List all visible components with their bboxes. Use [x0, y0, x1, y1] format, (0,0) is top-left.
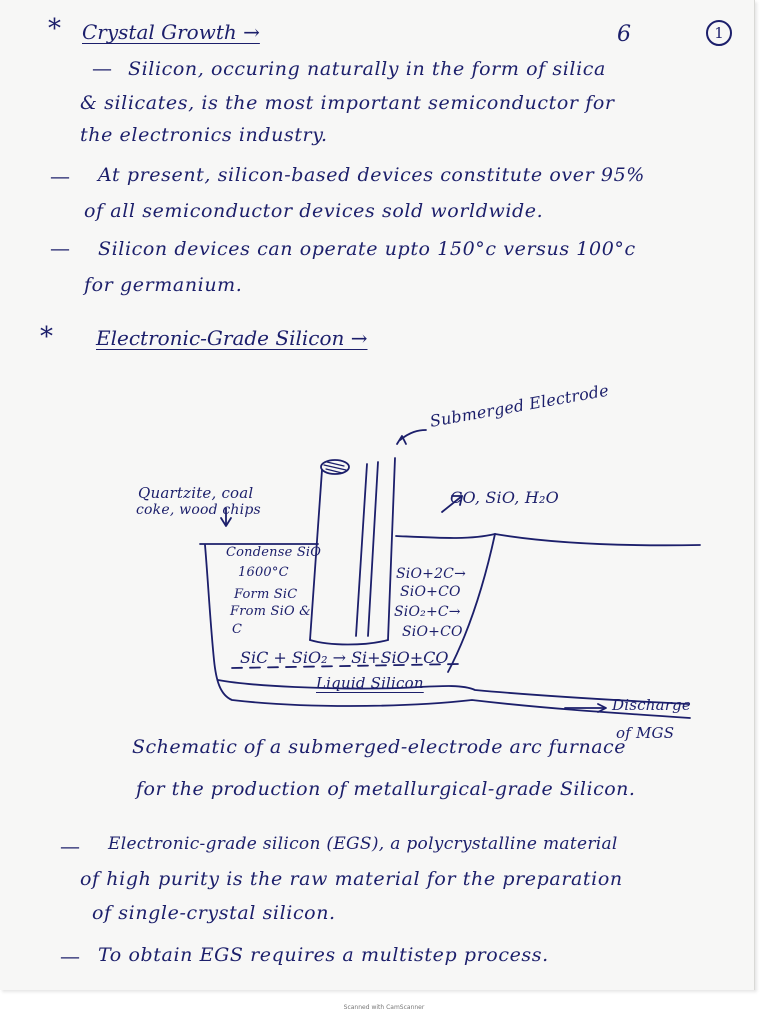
text-line: of high purity is the raw material for the preparation [80, 868, 623, 890]
text-line: At present, silicon-based devices constitute over 95% [98, 164, 645, 186]
text-line: of all semiconductor devices sold worldwide. [84, 200, 544, 222]
feed-label: Quartzite, coal [138, 484, 254, 502]
text-line: the electronics industry. [80, 124, 328, 146]
text-line: & silicates, is the most important semiconductor for [80, 92, 615, 114]
scanner-watermark: Scanned with CamScanner [343, 1004, 425, 1011]
text-line: for germanium. [84, 274, 243, 296]
bullet-dash: — [92, 56, 112, 80]
circled-number: 1 [706, 20, 732, 46]
zone-label: C [232, 622, 243, 637]
zone-label: Condense SiO [226, 545, 322, 560]
text-line: of single-crystal silicon. [92, 902, 336, 924]
text-line: Silicon, occuring naturally in the form of silica [128, 58, 606, 80]
discharge-label: Discharge [612, 696, 691, 714]
temperature-label: 1600°C [238, 565, 289, 580]
diagram-caption: Schematic of a submerged-electrode arc furnace [132, 736, 626, 758]
section-heading-electronic-grade-silicon: Electronic-Grade Silicon → [96, 326, 368, 350]
section-heading-crystal-growth: Crystal Growth → [82, 20, 260, 44]
section-bullet: * [40, 322, 53, 352]
diagram-caption: for the production of metallurgical-grade Silicon. [136, 778, 636, 800]
discharge-label: of MGS [616, 724, 675, 742]
electrode-label: Submerged Electrode [428, 380, 611, 431]
reaction-label: SiO+CO [400, 584, 461, 600]
zone-label: Form SiC [234, 587, 298, 602]
bullet-dash: — [50, 164, 70, 188]
liquid-silicon-label: Liquid Silicon [316, 674, 424, 692]
bullet-dash: — [50, 236, 70, 260]
text-line: To obtain EGS requires a multistep process. [98, 944, 549, 966]
bullet-dash: — [60, 834, 80, 858]
text-line: Electronic-grade silicon (EGS), a polycrystalline material [108, 834, 618, 854]
section-bullet: * [48, 14, 61, 44]
gas-output-label: CO, SiO, H₂O [450, 488, 559, 507]
zone-label: From SiO & [230, 604, 311, 619]
page-number: 6 [617, 22, 631, 47]
feed-label: coke, wood chips [136, 502, 261, 518]
reaction-label: SiO+2C→ [396, 566, 467, 582]
main-reaction: SiC + SiO₂ → Si+SiO+CO [240, 648, 449, 667]
reaction-label: SiO₂+C→ [394, 604, 461, 620]
reaction-label: SiO+CO [402, 624, 463, 640]
bullet-dash: — [60, 944, 80, 968]
text-line: Silicon devices can operate upto 150°c versus 100°c [98, 238, 636, 260]
